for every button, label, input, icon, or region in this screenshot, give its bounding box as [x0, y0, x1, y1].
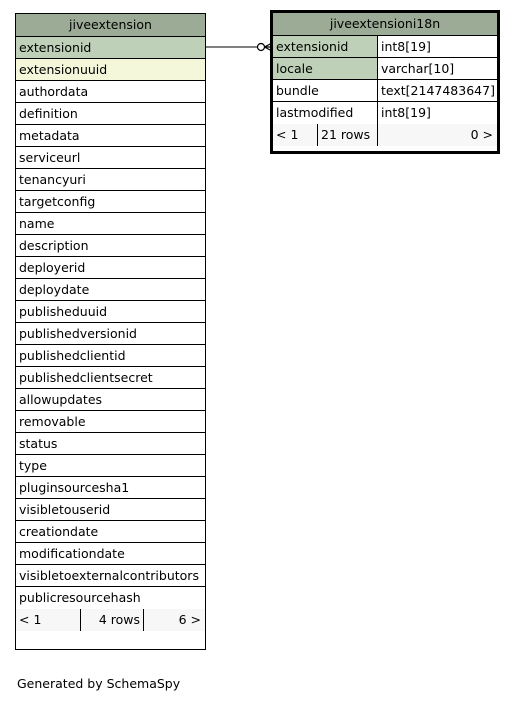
- table-title[interactable]: jiveextensioni18n: [273, 13, 497, 36]
- column-name: locale: [273, 58, 377, 79]
- parents-link[interactable]: < 1: [19, 612, 42, 627]
- column-type: int8[19]: [377, 36, 497, 57]
- column-name: deployerid: [19, 260, 86, 275]
- column-name: bundle: [276, 83, 319, 98]
- column-name: authordata: [19, 84, 89, 99]
- children-link[interactable]: 0 >: [377, 124, 497, 146]
- column-name: targetconfig: [19, 194, 96, 209]
- column-name: name: [19, 216, 55, 231]
- parents-link[interactable]: < 1: [276, 127, 299, 142]
- column-type: varchar[10]: [377, 58, 497, 79]
- column-name: visibletoexternalcontributors: [19, 568, 199, 583]
- column-name: type: [19, 458, 47, 473]
- column-name: publishedclientsecret: [19, 370, 153, 385]
- column-name: definition: [19, 106, 78, 121]
- column-type: text[2147483647]: [377, 80, 497, 101]
- column-name: metadata: [19, 128, 80, 143]
- column-name: publishedclientid: [19, 348, 126, 363]
- row-count: 21 rows: [317, 124, 377, 146]
- column-type: int8[19]: [377, 102, 497, 124]
- column-name: extensionid: [19, 40, 92, 55]
- children-link[interactable]: 6 >: [143, 609, 205, 631]
- column-name: publishedversionid: [19, 326, 137, 341]
- column-name: modificationdate: [19, 546, 125, 561]
- column-name: removable: [19, 414, 86, 429]
- column-name: lastmodified: [276, 105, 354, 120]
- column-name: deploydate: [19, 282, 90, 297]
- column-name: extensionuuid: [19, 62, 108, 77]
- column-name: extensionid: [273, 36, 377, 57]
- table-title[interactable]: jiveextension: [16, 14, 205, 37]
- column-name: pluginsourcesha1: [19, 480, 130, 495]
- column-name: allowupdates: [19, 392, 103, 407]
- column-name: creationdate: [19, 524, 99, 539]
- column-name: description: [19, 238, 89, 253]
- credit-text: Generated by SchemaSpy: [17, 676, 181, 691]
- column-name: publisheduuid: [19, 304, 108, 319]
- column-name: visibletouserid: [19, 502, 111, 517]
- row-count: 4 rows: [80, 609, 143, 631]
- column-name: serviceurl: [19, 150, 81, 165]
- column-name: tenancyuri: [19, 172, 86, 187]
- column-name: publicresourcehash: [19, 590, 141, 605]
- column-name: status: [19, 436, 58, 451]
